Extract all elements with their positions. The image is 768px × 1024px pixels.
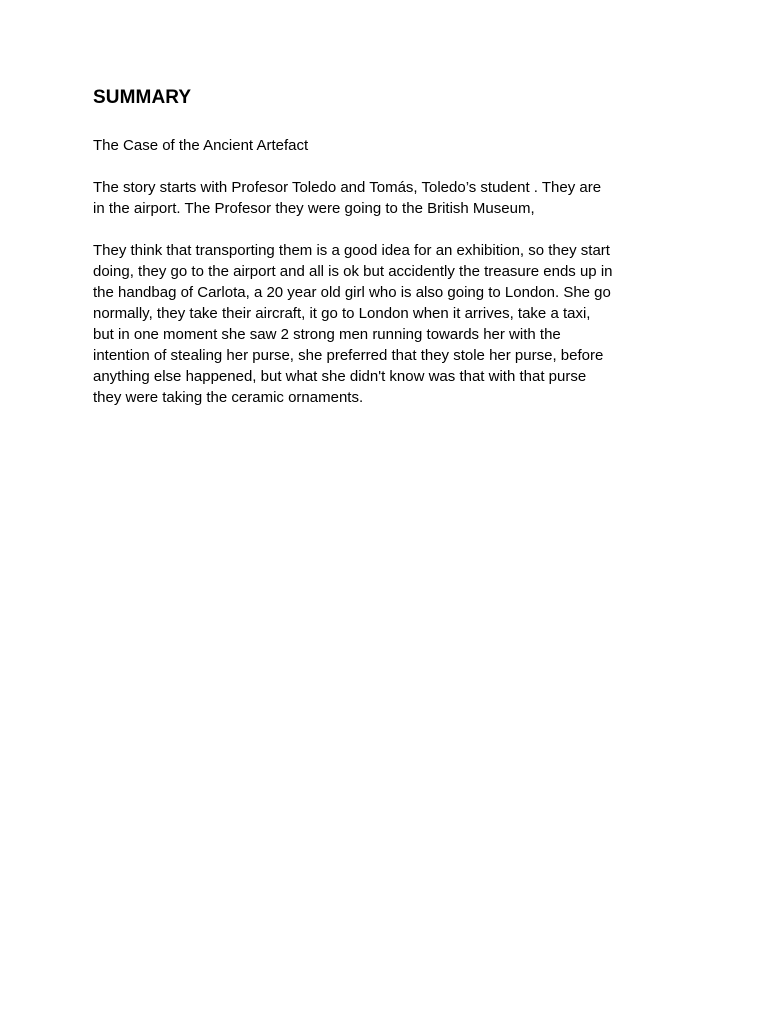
paragraph-line: The story starts with Profesor Toledo and Tomás, Toledo’s student . They are xyxy=(93,179,602,196)
paragraph-line: in the airport. The Profesor they were going to the British Museum, xyxy=(93,200,535,217)
paragraph-line: anything else happened, but what she didn't know was that with that purse xyxy=(93,368,587,385)
paragraph-line: doing, they go to the airport and all is ok but accidently the treasure ends up in xyxy=(93,263,613,280)
paragraph-story xyxy=(93,240,688,408)
paragraph-intro xyxy=(93,177,688,219)
paragraph-line: normally, they take their aircraft, it go to London when it arrives, take a taxi, xyxy=(93,305,591,322)
paragraph-line: but in one moment she saw 2 strong men running towards her with the xyxy=(93,326,561,343)
paragraph-line: they were taking the ceramic ornaments. xyxy=(93,389,364,406)
document-heading: SUMMARY xyxy=(93,87,192,108)
paragraph-line: intention of stealing her purse, she preferred that they stole her purse, before xyxy=(93,347,604,364)
paragraph-line: the handbag of Carlota, a 20 year old girl who is also going to London. She go xyxy=(93,284,611,301)
document-subtitle: The Case of the Ancient Artefact xyxy=(93,137,309,154)
paragraph-line: They think that transporting them is a good idea for an exhibition, so they start xyxy=(93,242,610,259)
